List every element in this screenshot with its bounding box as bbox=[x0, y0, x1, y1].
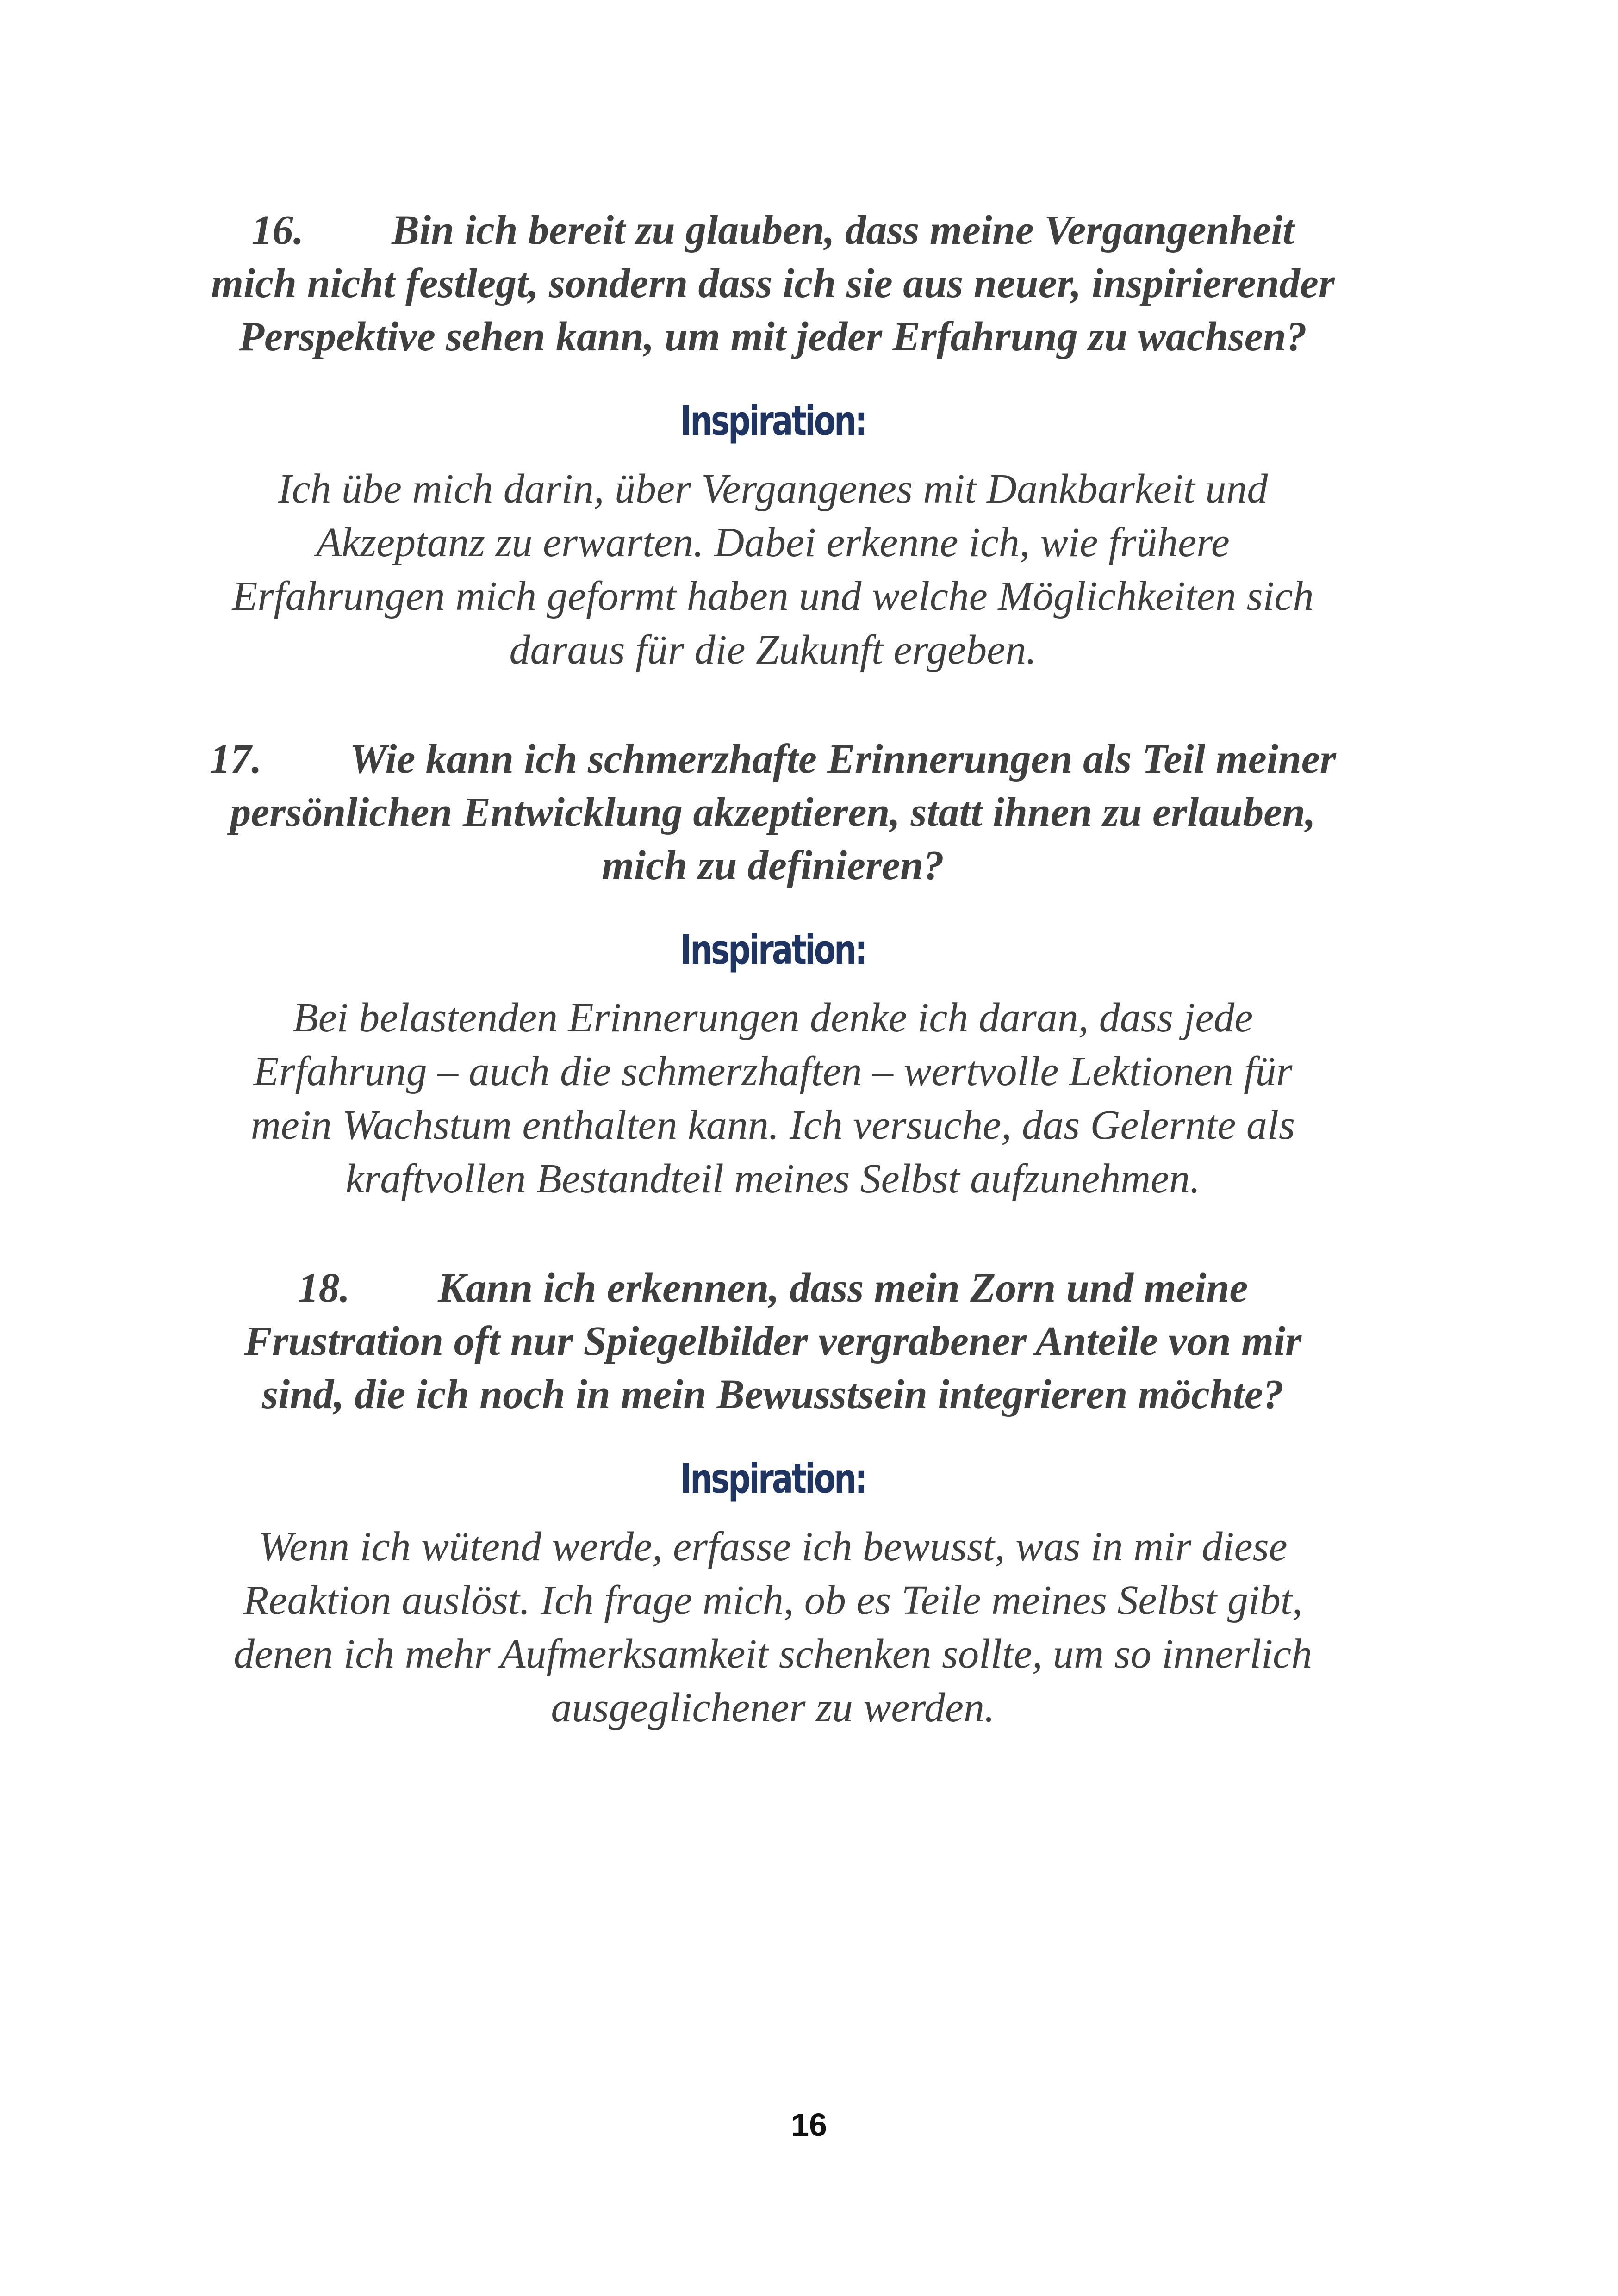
question-block-16 bbox=[139, 204, 1407, 677]
inspiration-heading: Inspiration: bbox=[680, 1455, 866, 1502]
inspiration-heading: Inspiration: bbox=[680, 397, 866, 445]
answer-line: Reaktion auslöst. Ich frage mich, ob es Teile meines Selbst gibt, bbox=[243, 1577, 1303, 1623]
answer-line: Ich übe mich darin, über Vergangenes mit Dankbarkeit und bbox=[278, 466, 1268, 512]
answer-line: kraftvollen Bestandteil meines Selbst aufzunehmen. bbox=[345, 1156, 1201, 1202]
answer-line: Erfahrung – auch die schmerzhaften – wertvolle Lektionen für bbox=[253, 1049, 1293, 1094]
inspiration-heading: Inspiration: bbox=[680, 926, 866, 974]
inspiration-text-17 bbox=[139, 991, 1407, 1206]
question-line: Frustration oft nur Spiegelbilder vergrabener Anteile von mir bbox=[244, 1318, 1302, 1364]
question-block-17 bbox=[139, 732, 1407, 1206]
question-line: persönlichen Entwicklung akzeptieren, statt ihnen zu erlauben, bbox=[230, 789, 1316, 835]
question-17 bbox=[139, 732, 1407, 892]
question-line: sind, die ich noch in mein Bewusstsein integrieren möchte? bbox=[262, 1371, 1284, 1417]
question-number: 16. bbox=[251, 207, 304, 253]
answer-line: Bei belastenden Erinnerungen denke ich daran, dass jede bbox=[292, 995, 1253, 1041]
answer-line: mein Wachstum enthalten kann. Ich versuche, das Gelernte als bbox=[250, 1102, 1295, 1148]
question-line: mich nicht festlegt, sondern dass ich sie aus neuer, inspirierender bbox=[211, 261, 1335, 306]
page-content bbox=[139, 204, 1407, 1735]
question-block-18 bbox=[139, 1261, 1407, 1735]
page-number: 16 bbox=[791, 2107, 827, 2143]
question-number: 17. bbox=[210, 736, 262, 782]
answer-line: daraus für die Zukunft ergeben. bbox=[509, 627, 1037, 673]
answer-line: Akzeptanz zu erwarten. Dabei erkenne ich, wie frühere bbox=[316, 520, 1230, 565]
answer-line: ausgeglichener zu werden. bbox=[551, 1685, 995, 1731]
answer-line: Erfahrungen mich geformt haben und welche Möglichkeiten sich bbox=[232, 573, 1314, 619]
question-line: 17. Wie kann ich schmerzhafte Erinnerungen als Teil meiner bbox=[210, 736, 1336, 782]
answer-line: denen ich mehr Aufmerksamkeit schenken sollte, um so innerlich bbox=[233, 1631, 1313, 1677]
question-line: mich zu definieren? bbox=[601, 843, 945, 888]
inspiration-text-18 bbox=[139, 1520, 1407, 1735]
question-line: Perspektive sehen kann, um mit jeder Erfahrung zu wachsen? bbox=[239, 314, 1307, 360]
question-number: 18. bbox=[298, 1265, 350, 1311]
question-18 bbox=[139, 1261, 1407, 1421]
inspiration-text-16 bbox=[139, 462, 1407, 677]
question-line: 18. Kann ich erkennen, dass mein Zorn und meine bbox=[298, 1265, 1248, 1311]
question-16 bbox=[139, 204, 1407, 363]
question-line: 16. Bin ich bereit zu glauben, dass meine Vergangenheit bbox=[252, 207, 1294, 253]
answer-line: Wenn ich wütend werde, erfasse ich bewusst, was in mir diese bbox=[258, 1524, 1288, 1570]
